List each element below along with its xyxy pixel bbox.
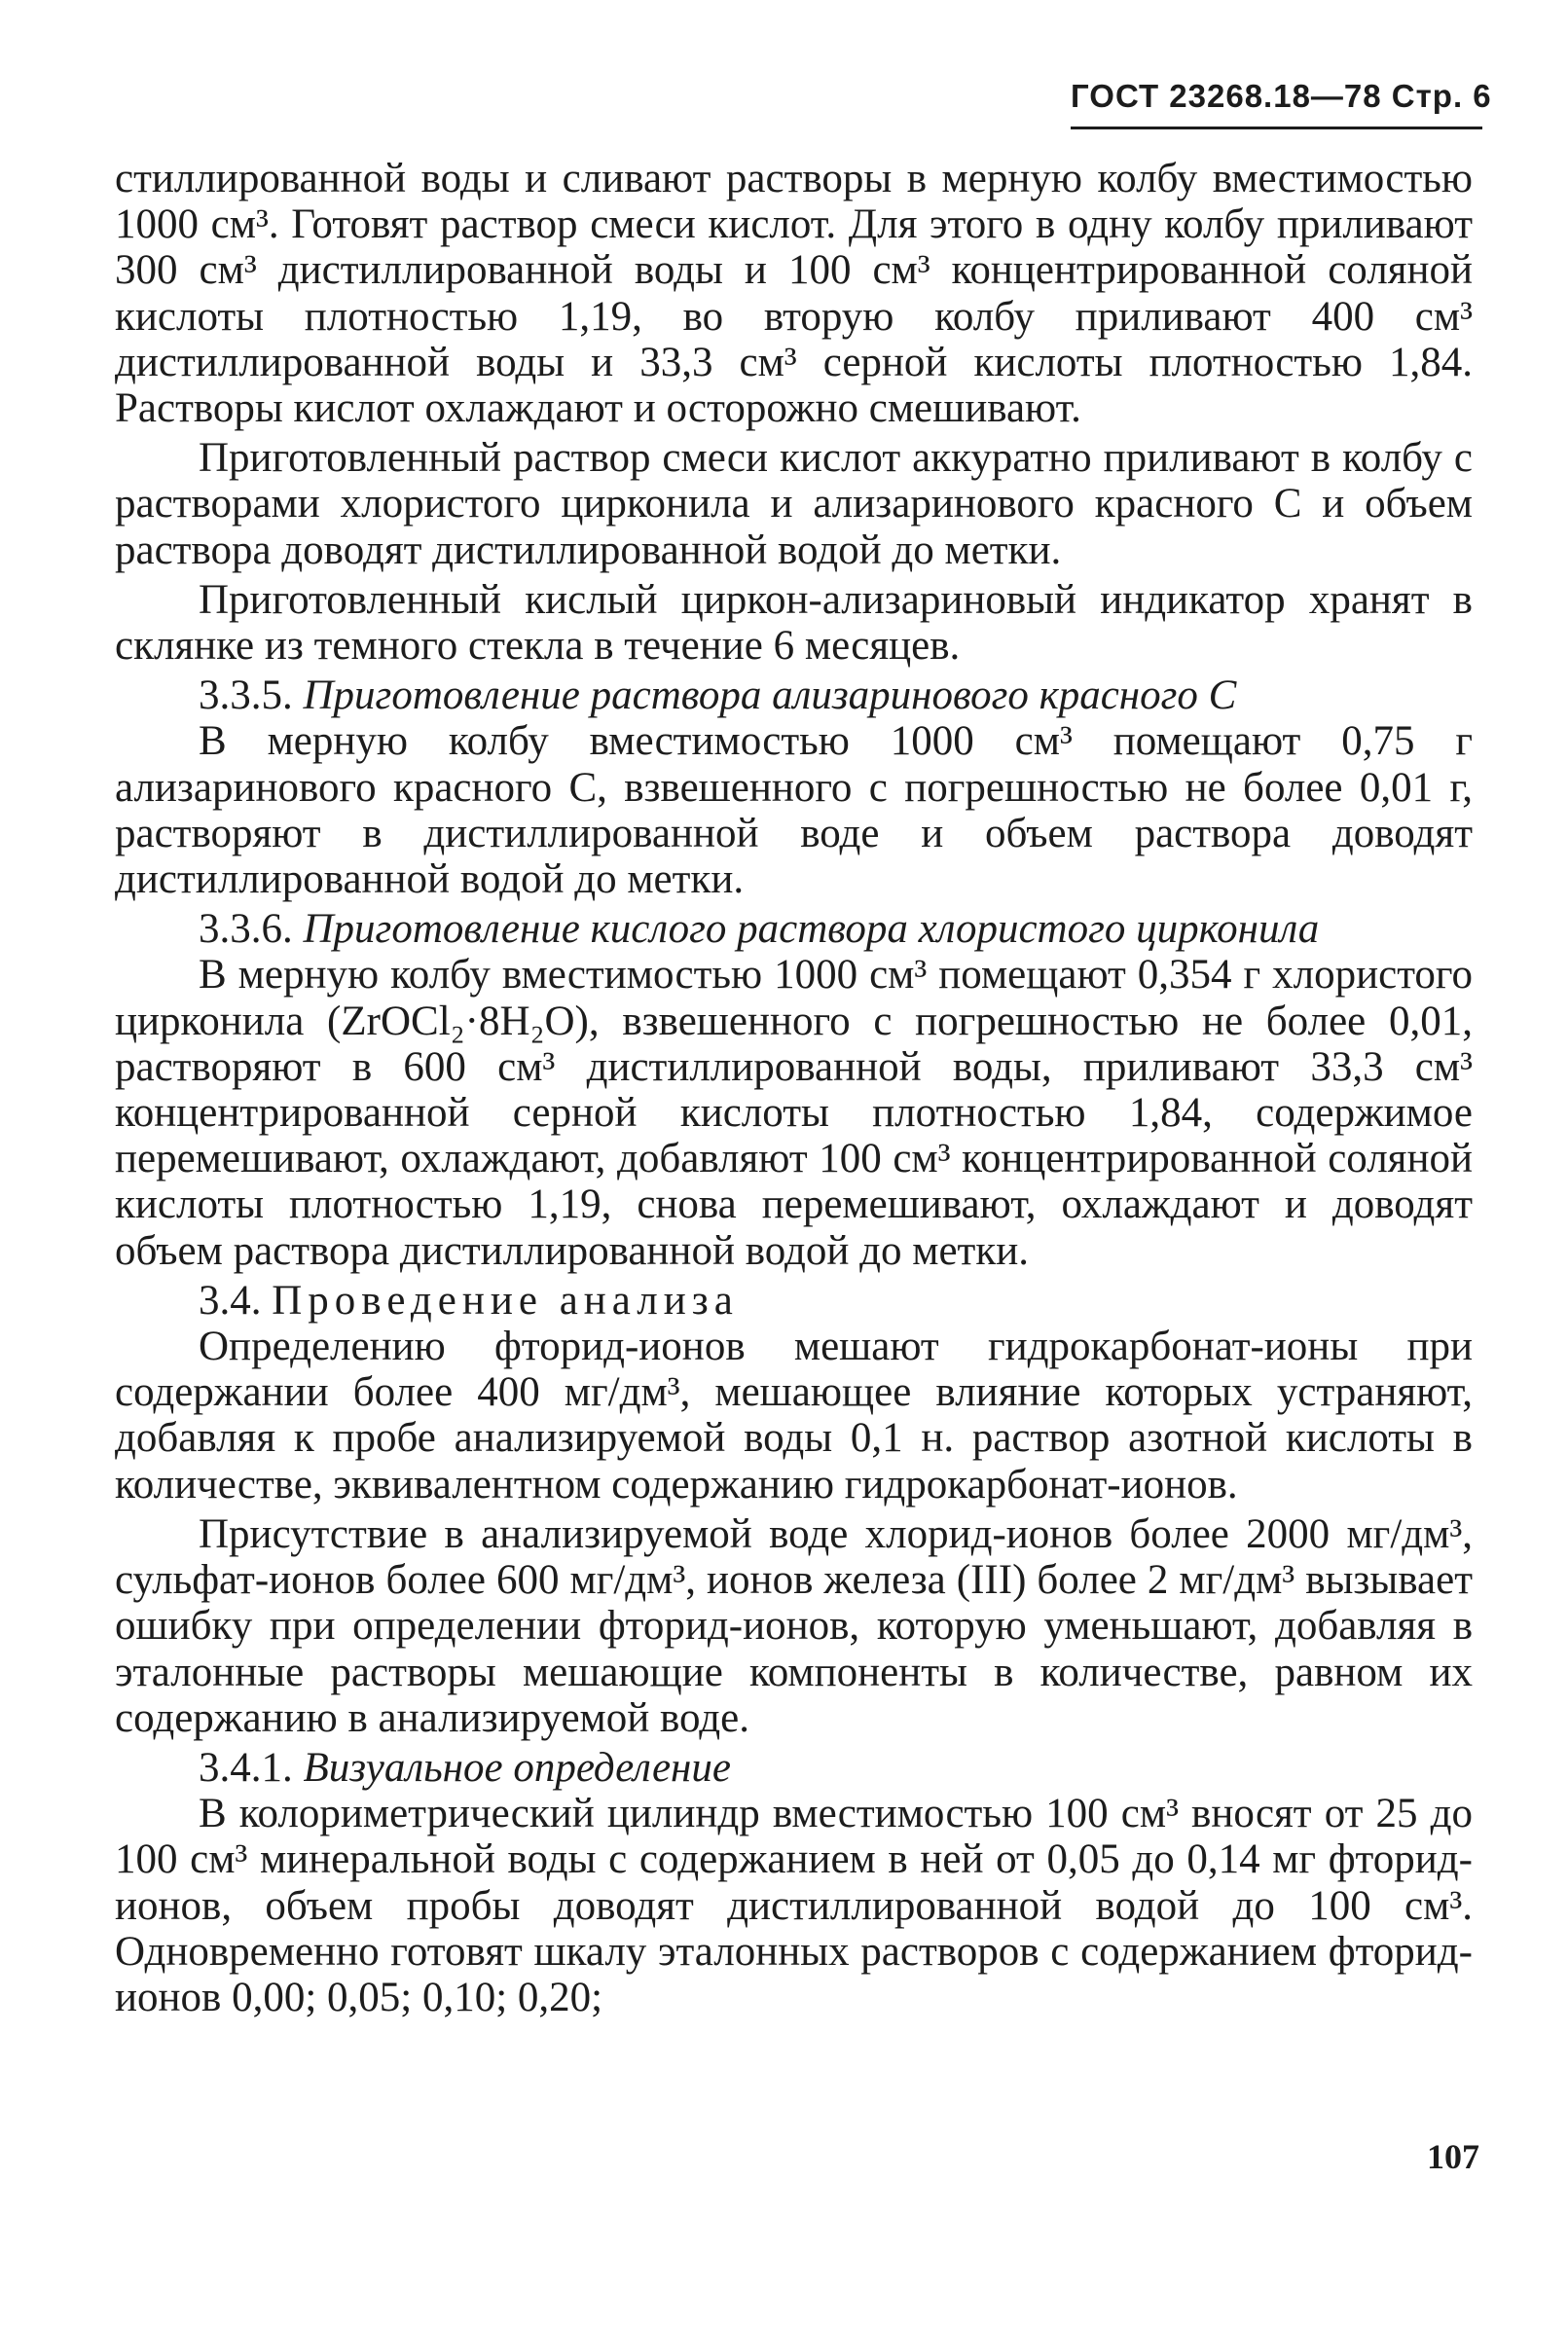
section-heading-3-4 xyxy=(115,1278,1473,1324)
page-header: ГОСТ 23268.18—78 Стр. 6 xyxy=(1071,78,1482,129)
page-number: 107 xyxy=(1427,2137,1479,2176)
section-title: Проведение анализа xyxy=(272,1277,739,1324)
section-title: Приготовление кислого раствора хлористого цирконила xyxy=(303,906,1320,953)
paragraph: Определению фторид-ионов мешают гидрокарбонат-ионы при содержании более 400 мг/дм³, мешающее влияние которых устраняют, добавляя к пробе анализируемой воды 0,1 н. раствор азотной кислоты в количестве, эквивалентном содержанию гидрокарбонат-ионов. xyxy=(115,1324,1473,1508)
paragraph: В мерную колбу вместимостью 1000 см³ помещают 0,354 г хлористого цирконила (ZrOCl₂·8H₂O), взвешенного с погрешностью не более 0,01, растворяют в 600 см³ дистиллированной воды, приливают 33,3 см³ концентрированной серной кислоты плотностью 1,84, содержимое перемешивают, охлаждают, добавляют 100 см³ концентрированной соляной кислоты плотностью 1,19, снова перемешивают, охлаждают и доводят объем раствора дистиллированной водой до метки. xyxy=(115,952,1473,1274)
paragraph: Присутствие в анализируемой воде хлорид-ионов более 2000 мг/дм³, сульфат-ионов более 600 мг/дм³, ионов железа (III) более 2 мг/дм³ вызывает ошибку при определении фторид-ионов, которую уменьшают, добавляя в эталонные растворы мешающие компоненты в количестве, равном их содержанию в анализируемой воде. xyxy=(115,1510,1473,1741)
section-heading-3-4-1 xyxy=(115,1745,1473,1791)
paragraph: В мерную колбу вместимостью 1000 см³ помещают 0,75 г ализаринового красного С, взвешенного с погрешностью не более 0,01 г, растворяют в дистиллированной воде и объем раствора доводят дистиллированной водой до метки. xyxy=(115,718,1473,903)
section-heading-3-3-6 xyxy=(115,906,1473,952)
section-number: 3.3.5. xyxy=(199,672,293,719)
section-number: 3.4.1. xyxy=(199,1744,293,1791)
section-number: 3.4. xyxy=(199,1277,262,1324)
section-title: Приготовление раствора ализаринового красного С xyxy=(303,672,1237,719)
paragraph: Приготовленный раствор смеси кислот аккуратно приливают в колбу с растворами хлористого цирконила и ализаринового красного С и объем раствора доводят дистиллированной водой до метки. xyxy=(115,435,1473,573)
page-body xyxy=(115,156,1473,2020)
section-number: 3.3.6. xyxy=(199,906,293,953)
paragraph: В колориметрический цилиндр вместимостью 100 см³ вносят от 25 до 100 см³ минеральной воды с содержанием в ней от 0,05 до 0,14 мг фторид-ионов, объем пробы доводят дистиллированной водой до 100 см³. Одновременно готовят шкалу эталонных растворов с содержанием фторид-ионов 0,00; 0,05; 0,10; 0,20; xyxy=(115,1791,1473,2020)
paragraph-continuation: стиллированной воды и сливают растворы в мерную колбу вместимостью 1000 см³. Готовят раствор смеси кислот. Для этого в одну колбу приливают 300 см³ дистиллированной воды и 100 см³ концентрированной соляной кислоты плотностью 1,19, во вторую колбу приливают 400 см³ дистиллированной воды и 33,3 см³ серной кислоты плотностью 1,84. Растворы кислот охлаждают и осторожно смешивают. xyxy=(115,156,1473,432)
paragraph: Приготовленный кислый циркон-ализариновый индикатор хранят в склянке из темного стекла в течение 6 месяцев. xyxy=(115,576,1473,670)
section-title: Визуальное определение xyxy=(303,1744,731,1791)
section-heading-3-3-5 xyxy=(115,672,1473,718)
